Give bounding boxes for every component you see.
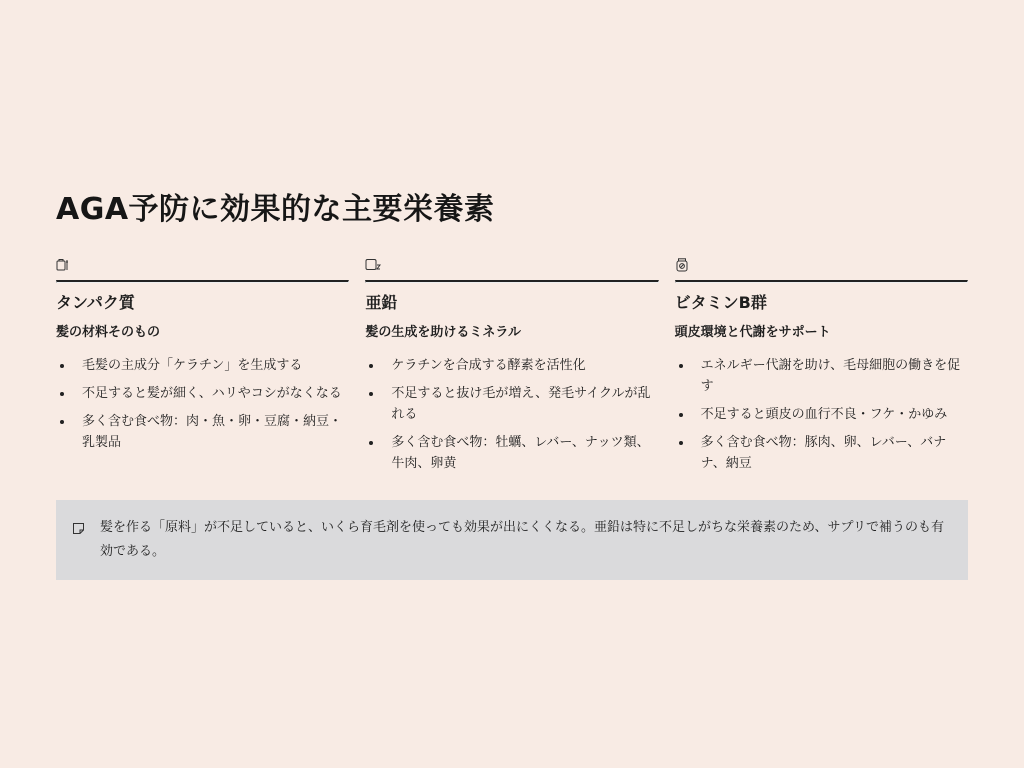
nutrient-subheading: 頭皮環境と代謝をサポート (674, 325, 831, 340)
nutrient-column-protein (56, 258, 349, 481)
nutrient-heading: ビタミンB群 (674, 293, 767, 312)
list-item: 多く含む食べ物：肉・魚・卵・豆腐・納豆・乳製品 (56, 411, 349, 453)
nutrient-columns (56, 258, 968, 481)
nutrient-heading: タンパク質 (56, 293, 135, 312)
list-item: 多く含む食べ物：牡蠣、レバー、ナッツ類、牛肉、卵黄 (365, 432, 658, 474)
column-divider (365, 280, 658, 283)
nutrient-column-zinc (365, 258, 658, 481)
nutrient-list (675, 355, 968, 474)
list-item: 不足すると抜け毛が増え、発毛サイクルが乱れる (365, 383, 658, 425)
note-icon (72, 520, 85, 539)
list-item: 多く含む食べ物：豚肉、卵、レバー、バナナ、納豆 (675, 432, 968, 474)
nutrient-column-vitamin-b (675, 258, 968, 481)
nutrient-list (56, 355, 349, 453)
list-item: 毛髪の主成分「ケラチン」を生成する (56, 355, 349, 376)
list-item: 不足すると頭皮の血行不良・フケ・かゆみ (675, 404, 968, 425)
zinc-icon (365, 258, 658, 280)
nutrient-subheading: 髪の生成を助けるミネラル (365, 325, 521, 340)
list-item: エネルギー代謝を助け、毛母細胞の働きを促す (675, 355, 968, 397)
nutrient-heading: 亜鉛 (365, 293, 398, 312)
page-title: AGA予防に効果的な主要栄養素 (56, 192, 495, 227)
column-divider (56, 280, 349, 283)
vitamin-bottle-icon (675, 258, 968, 280)
list-item: ケラチンを合成する酵素を活性化 (365, 355, 658, 376)
protein-icon (56, 258, 349, 280)
nutrient-list (365, 355, 658, 474)
nutrient-subheading: 髪の材料そのもの (56, 325, 161, 340)
column-divider (675, 280, 968, 283)
list-item: 不足すると髪が細く、ハリやコシがなくなる (56, 383, 349, 404)
note-text: 髪を作る「原料」が不足していると、いくら育毛剤を使っても効果が出にくくなる。亜鉛は特に不足しがちな栄養素のため、サプリで補うのも有効である。 (100, 520, 944, 559)
note-callout (56, 500, 968, 580)
